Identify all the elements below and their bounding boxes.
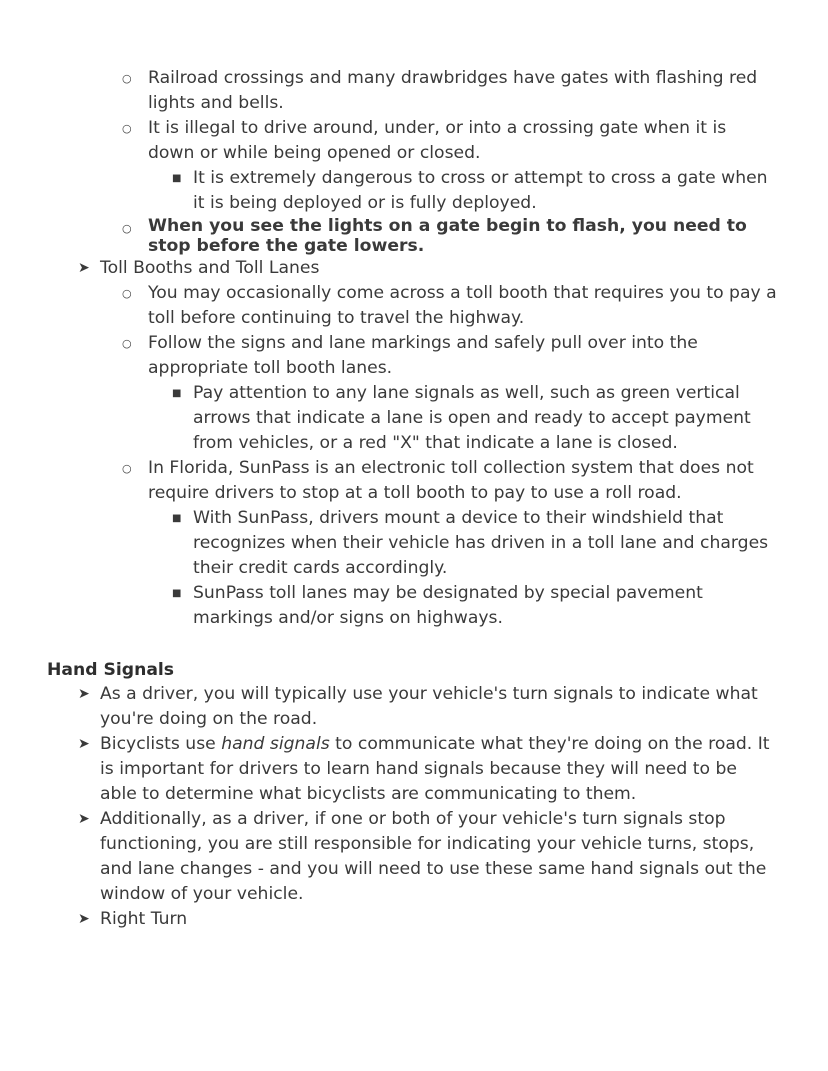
- railroad-and-toll-list: [0, 66, 828, 631]
- circle-bullet-icon: ○: [122, 222, 132, 235]
- list-item: [122, 66, 778, 116]
- list-item-text: As a driver, you will typically use your vehicle's turn signals to indicate what you're doing on the road.: [100, 684, 758, 729]
- list-item: [122, 456, 778, 506]
- arrow-bullet-icon: ➤: [78, 736, 90, 752]
- arrow-bullet-icon: ➤: [78, 686, 90, 702]
- square-bullet-icon: ■: [172, 513, 182, 524]
- circle-bullet-icon: ○: [122, 462, 132, 475]
- list-item-text: With SunPass, drivers mount a device to their windshield that recognizes when their vehicle has driven in a toll lane and charges their credit cards accordingly.: [193, 508, 769, 578]
- list-item: [172, 381, 778, 456]
- circle-bullet-icon: ○: [122, 337, 132, 350]
- list-item-text: Pay attention to any lane signals as well, such as green vertical arrows that indicate a lane is open and ready to accept payment from vehicles, or a red "X" that indicate a lane is closed.: [193, 383, 751, 453]
- list-item-text: Additionally, as a driver, if one or both of your vehicle's turn signals stop functioning, you are still responsible for indicating your vehicle turns, stops, and lane changes - and you will need to use these same hand signals out the window of your vehicle.: [100, 809, 767, 904]
- text-after-italic: to communicate what they're doing on the road. It is important for drivers to learn hand signals because they will need to be able to determine what bicyclists are communicating to them.: [100, 734, 770, 804]
- circle-bullet-icon: ○: [122, 72, 132, 85]
- square-bullet-icon: ■: [172, 388, 182, 399]
- list-item: [172, 506, 778, 581]
- arrow-bullet-icon: ➤: [78, 811, 90, 827]
- list-item-emphasised: [122, 216, 778, 256]
- list-item: [122, 281, 778, 331]
- list-item: [172, 581, 778, 631]
- list-item-toll-booths-heading: [78, 256, 778, 281]
- list-item-text: [100, 732, 778, 807]
- square-bullet-icon: ■: [172, 588, 182, 599]
- list-item-text: Railroad crossings and many drawbridges have gates with flashing red lights and bells.: [148, 68, 758, 113]
- list-item-text: When you see the lights on a gate begin to flash, you need to stop before the gate lowers.: [148, 216, 747, 256]
- list-item-text: In Florida, SunPass is an electronic toll collection system that does not require drivers to stop at a toll booth to pay to use a roll road.: [148, 458, 754, 503]
- list-item: [122, 116, 778, 166]
- list-item-text: You may occasionally come across a toll booth that requires you to pay a toll before continuing to travel the highway.: [148, 283, 777, 328]
- list-item-right-turn: [78, 907, 778, 932]
- section-spacer: [0, 631, 828, 658]
- list-item-text: It is extremely dangerous to cross or attempt to cross a gate when it is being deployed or is fully deployed.: [193, 168, 768, 213]
- list-item: [78, 682, 778, 732]
- circle-bullet-icon: ○: [122, 287, 132, 300]
- section-heading-hand-signals: Hand Signals: [47, 660, 175, 680]
- list-item: [78, 807, 778, 907]
- list-item-text: Follow the signs and lane markings and safely pull over into the appropriate toll booth lanes.: [148, 333, 698, 378]
- italic-term-hand-signals: hand signals: [221, 734, 330, 754]
- list-item: [172, 166, 778, 216]
- arrow-bullet-icon: ➤: [78, 260, 90, 276]
- hand-signals-section: [0, 658, 828, 932]
- list-item-text: SunPass toll lanes may be designated by special pavement markings and/or signs on highways.: [193, 583, 703, 628]
- list-item-text: Toll Booths and Toll Lanes: [100, 258, 320, 278]
- circle-bullet-icon: ○: [122, 122, 132, 135]
- text-before-italic: Bicyclists use: [100, 734, 222, 754]
- square-bullet-icon: ■: [172, 173, 182, 184]
- arrow-bullet-icon: ➤: [78, 911, 90, 927]
- list-item: [78, 732, 778, 807]
- list-item-text: It is illegal to drive around, under, or into a crossing gate when it is down or while being opened or closed.: [148, 118, 727, 163]
- list-item: [122, 331, 778, 381]
- list-item-text: Right Turn: [100, 909, 188, 929]
